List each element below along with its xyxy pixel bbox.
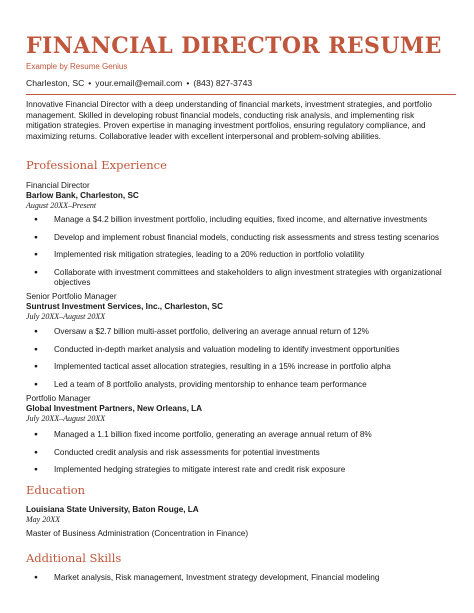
list-item: ● Develop and implement robust financial models, conducting risk assessments and stress testing scenarios	[26, 233, 450, 244]
phone: (843) 827-3743	[193, 78, 253, 88]
section-title-experience: Professional Experience	[26, 158, 167, 172]
summary: Innovative Financial Director with a deep understanding of financial markets, investment strategies, and portfolio management. Skilled in developing robust financial models, conducting risk analysis, and implementing risk mitigation strategies. Proven expertise in managing investment portfolios, ensuring regulatory compliance, and maximizing returns. Collaborative leader with excellent interpersonal and problem-solving abilities.	[26, 100, 432, 141]
list-item: ● Conducted credit analysis and risk assessments for potential investments	[26, 448, 450, 459]
job-dates: July 20XX–August 20XX	[26, 414, 106, 423]
subtitle: Example by Resume Genius	[26, 62, 128, 71]
resume-title: FINANCIAL DIRECTOR RESUME	[26, 33, 442, 59]
job-company: Barlow Bank, Charleston, SC	[26, 191, 139, 200]
job-dates: July 20XX–August 20XX	[26, 312, 106, 321]
separator: •	[186, 78, 190, 88]
location: Charleston, SC	[26, 78, 85, 88]
list-item: ● Oversaw a $2.7 billion multi-asset portfolio, delivering an average annual return of 12%	[26, 327, 450, 338]
job-company: Global Investment Partners, New Orleans, LA	[26, 404, 203, 413]
job-role: Senior Portfolio Manager	[26, 292, 117, 301]
job-bullets	[26, 430, 450, 483]
education-date: May 20XX	[26, 515, 60, 524]
education-school: Louisiana State University, Baton Rouge, LA	[26, 505, 199, 514]
job-role: Financial Director	[26, 181, 90, 190]
job-dates: August 20XX–Present	[26, 201, 97, 210]
job-role: Portfolio Manager	[26, 394, 91, 403]
separator: •	[88, 78, 92, 88]
list-item: ● Managed a 1.1 billion fixed income portfolio, generating an average annual return of 8%	[26, 430, 450, 441]
email: your.email@email.com	[95, 78, 183, 88]
list-item: ● Manage a $4.2 billion investment portfolio, including equities, fixed income, and alternative investments	[26, 215, 450, 226]
list-item: ● Collaborate with investment committees and stakeholders to align investment strategies with organizational objectives	[26, 268, 450, 289]
list-item: ● Implemented risk mitigation strategies, leading to a 20% reduction in portfolio volatility	[26, 250, 450, 261]
list-item: ● Led a team of 8 portfolio analysts, providing mentorship to enhance team performance	[26, 380, 450, 391]
job-bullets	[26, 327, 450, 397]
section-title-education: Education	[26, 483, 86, 497]
header-divider	[26, 94, 456, 95]
list-item: ● Implemented hedging strategies to mitigate interest rate and credit risk exposure	[26, 465, 450, 476]
list-item: ● Conducted in-depth market analysis and valuation modeling to identify investment opportunities	[26, 345, 450, 356]
section-title-skills: Additional Skills	[26, 551, 122, 565]
education-degree: Master of Business Administration (Concentration in Finance)	[26, 529, 249, 538]
skills-bullets	[26, 573, 450, 591]
job-bullets	[26, 215, 450, 296]
contact-line	[26, 78, 252, 88]
list-item: ● Market analysis, Risk management, Investment strategy development, Financial modeling	[26, 573, 450, 584]
list-item: ● Implemented tactical asset allocation strategies, resulting in a 15% increase in portfolio alpha	[26, 362, 450, 373]
job-company: Suntrust Investment Services, Inc., Charleston, SC	[26, 302, 224, 311]
